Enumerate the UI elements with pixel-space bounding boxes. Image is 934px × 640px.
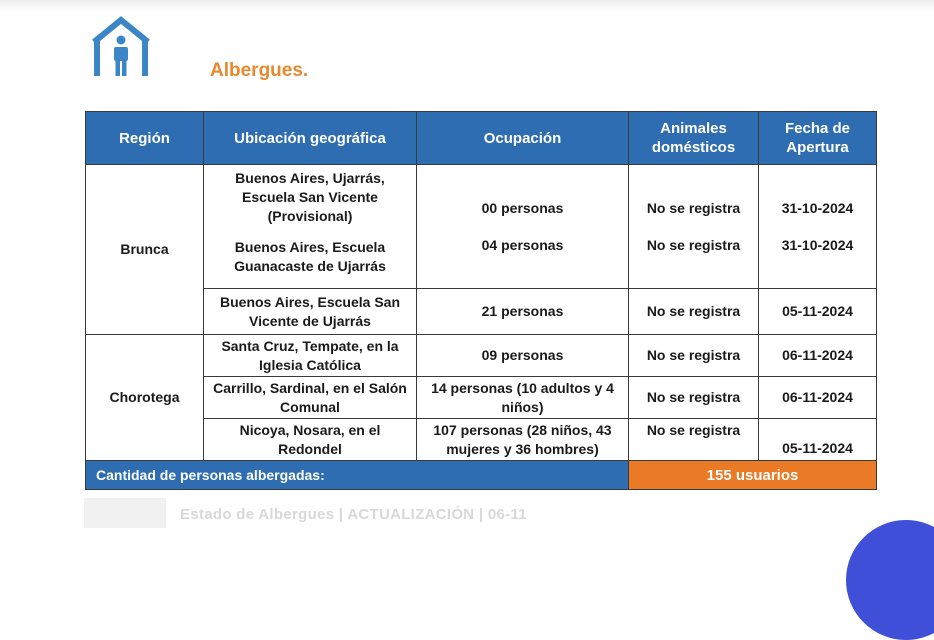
- ubicacion-value: Buenos Aires, Escuela Guanacaste de Ujarrás: [234, 238, 386, 274]
- animales-value: No se registra: [629, 377, 759, 419]
- fecha-cell: [759, 165, 877, 289]
- top-fade: [0, 0, 934, 12]
- total-label: Cantidad de personas albergadas:: [86, 461, 629, 490]
- header-region: Región: [86, 112, 204, 165]
- region-cell-brunca: Brunca: [86, 165, 204, 335]
- ubicacion-value: Nicoya, Nosara, en el Redondel: [204, 419, 417, 461]
- table-row: [86, 335, 877, 377]
- table-footer-row: [86, 461, 877, 490]
- shelters-table: [85, 111, 877, 490]
- animales-value: No se registra: [629, 335, 759, 377]
- table-header-row: [86, 112, 877, 165]
- fecha-value: 06-11-2024: [759, 377, 877, 419]
- ubicacion-cell: [204, 165, 417, 289]
- bottom-caption: Estado de Albergues | ACTUALIZACIÓN | 06-11: [180, 506, 527, 523]
- ocupacion-value: 00 personas: [481, 199, 564, 216]
- ocupacion-value: 04 personas: [481, 236, 564, 253]
- header-ubicacion: Ubicación geográfica: [204, 112, 417, 165]
- ubicacion-value: Buenos Aires, Ujarrás, Escuela San Vicente (Provisional): [235, 170, 385, 224]
- table-row: [86, 377, 877, 419]
- fecha-value: 05-11-2024: [759, 419, 877, 461]
- ocupacion-value: 14 personas (10 adultos y 4 niños): [417, 377, 629, 419]
- fecha-value: 31-10-2024: [781, 236, 854, 253]
- region-cell-chorotega: Chorotega: [86, 335, 204, 461]
- header-animales: Animales domésticos: [629, 112, 759, 165]
- animales-value: No se registra: [646, 236, 741, 253]
- ocupacion-value: 107 personas (28 niños, 43 mujeres y 36 hombres): [417, 419, 629, 461]
- table-row: [86, 419, 877, 461]
- header-fecha: Fecha de Apertura: [759, 112, 877, 165]
- ubicacion-value: Carrillo, Sardinal, en el Salón Comunal: [204, 377, 417, 419]
- fecha-value: 31-10-2024: [781, 199, 854, 216]
- fecha-value: 06-11-2024: [759, 335, 877, 377]
- ubicacion-value: Santa Cruz, Tempate, en la Iglesia Católica: [204, 335, 417, 377]
- ocupacion-value: 09 personas: [417, 335, 629, 377]
- ubicacion-value: Buenos Aires, Escuela San Vicente de Ujarrás: [204, 289, 417, 335]
- ocupacion-cell: [417, 165, 629, 289]
- fecha-value: 05-11-2024: [759, 289, 877, 335]
- total-value: 155 usuarios: [629, 461, 877, 490]
- blurred-logo-box: [84, 498, 166, 528]
- table-row: [86, 165, 877, 289]
- header-ocupacion: Ocupación: [417, 112, 629, 165]
- corner-circle: [846, 520, 934, 640]
- animales-value: No se registra: [629, 289, 759, 335]
- animales-cell: [629, 165, 759, 289]
- shelter-house-person-icon: [88, 14, 154, 80]
- section-title: Albergues.: [210, 60, 309, 81]
- animales-value: No se registra: [629, 419, 759, 461]
- ocupacion-value: 21 personas: [417, 289, 629, 335]
- animales-value: No se registra: [646, 199, 741, 216]
- table-row: [86, 289, 877, 335]
